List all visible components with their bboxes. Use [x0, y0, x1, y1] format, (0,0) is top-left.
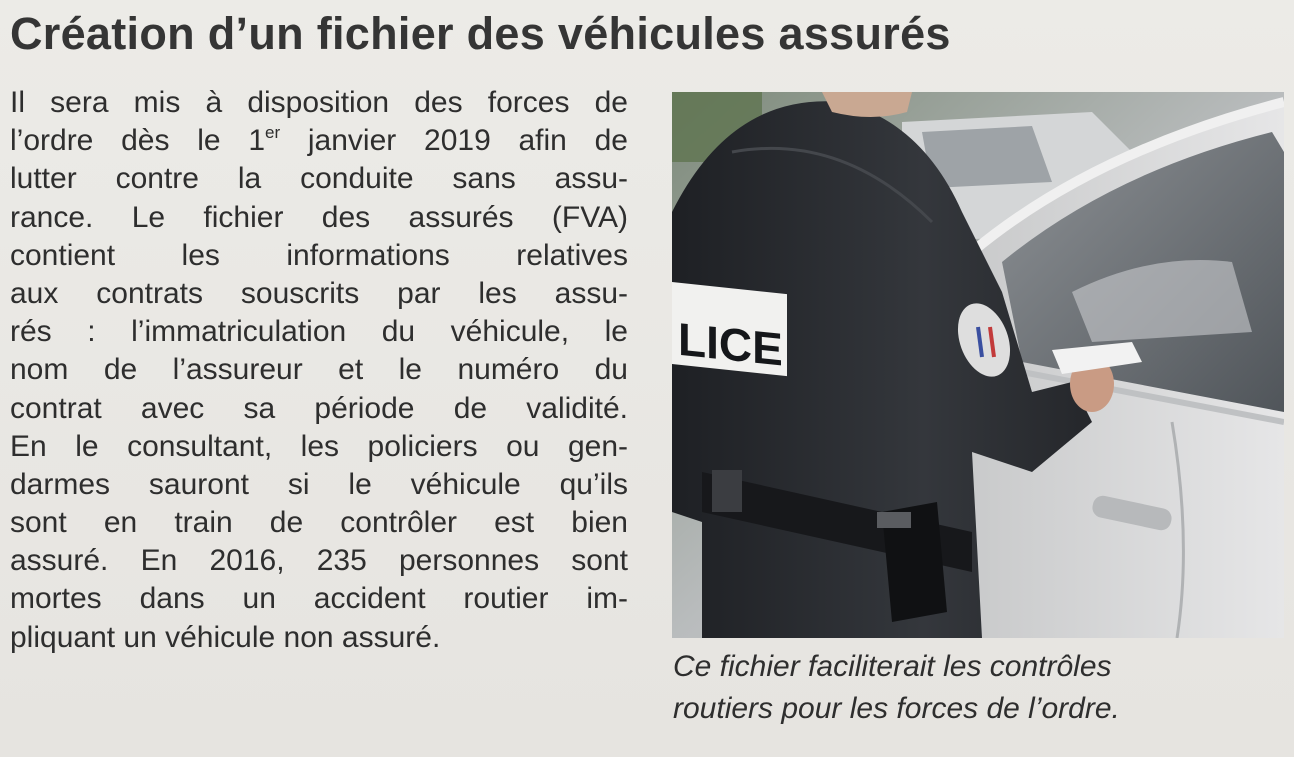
body-line: rés : l’immatriculation du véhicule, le — [10, 315, 628, 349]
body-line: aux contrats souscrits par les assu- — [10, 276, 628, 310]
body-line-part: janvier 2019 afin de — [280, 124, 628, 158]
article-title: Création d’un fichier des véhicules assurés — [10, 8, 951, 59]
body-line: lutter contre la conduite sans assu- — [10, 162, 628, 196]
police-officer-photo — [672, 92, 1284, 638]
body-line: Il sera mis à disposition des forces de — [10, 86, 628, 119]
body-line — [10, 122, 628, 160]
body-line-part: l’ordre dès le 1 — [10, 124, 266, 158]
body-line: mortes dans un accident routier im- — [10, 582, 628, 616]
caption-line: routiers pour les forces de l’ordre. — [673, 692, 1120, 725]
caption-line: Ce fichier faciliterait les contrôles — [673, 650, 1112, 683]
body-line: assuré. En 2016, 235 personnes sont — [10, 544, 628, 578]
body-line: pliquant un véhicule non assuré. — [10, 620, 441, 654]
body-line: contient les informations relatives — [10, 238, 628, 272]
body-line: rance. Le fichier des assurés (FVA) — [10, 200, 628, 234]
body-line: contrat avec sa période de validité. — [10, 391, 628, 425]
police-badge-text: LICE — [678, 312, 783, 376]
ordinal-suffix: er — [265, 123, 281, 143]
body-line: En le consultant, les policiers ou gen- — [10, 429, 628, 463]
article-body — [10, 84, 628, 657]
body-line: nom de l’assureur et le numéro du — [10, 353, 628, 387]
body-line: darmes sauront si le véhicule qu’ils — [10, 467, 628, 501]
photo-caption — [673, 646, 1285, 730]
body-line: sont en train de contrôler est bien — [10, 506, 628, 540]
